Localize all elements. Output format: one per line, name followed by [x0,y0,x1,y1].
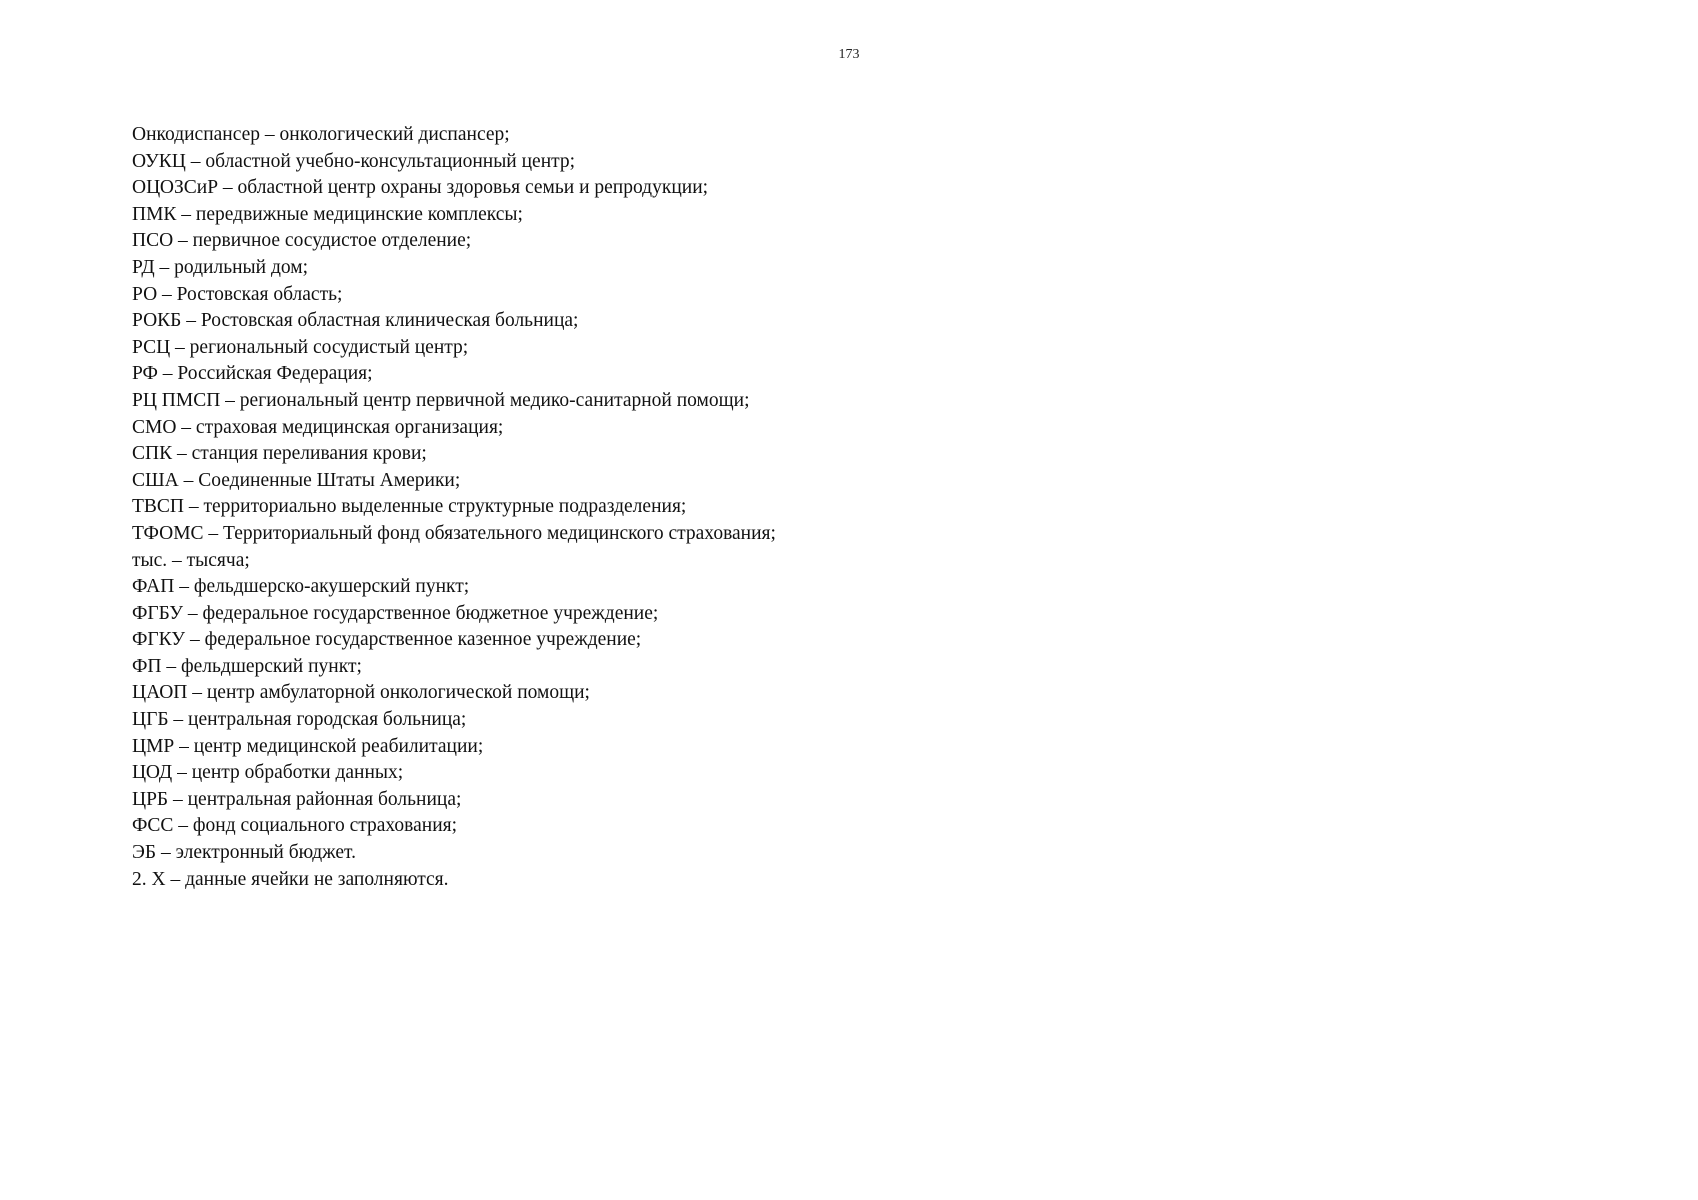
list-item: СПК – станция переливания крови; [132,443,427,465]
list-item: РД – родильный дом; [132,256,309,278]
list-item: ФГКУ – федеральное государственное казенное учреждение; [132,629,642,651]
list-item: США – Соединенные Штаты Америки; [132,469,461,491]
list-item: РОКБ – Ростовская областная клиническая больница; [132,310,579,332]
list-item: ЦРБ – центральная районная больница; [132,788,462,810]
page-number: 173 [838,47,860,62]
list-item: РСЦ – региональный сосудистый центр; [132,336,469,358]
list-item: ЦМР – центр медицинской реабилитации; [132,735,484,757]
list-item: ОУКЦ – областной учебно-консультационный центр; [132,150,576,172]
list-item: СМО – страховая медицинская организация; [132,416,504,438]
list-item: ЦАОП – центр амбулаторной онкологической помощи; [132,682,590,704]
list-item: ОЦОЗСиР – областной центр охраны здоровья семьи и репродукции; [132,177,709,199]
list-item: ЭБ – электронный бюджет. [132,842,356,864]
list-item: ФП – фельдшерский пункт; [132,655,362,677]
list-item: ТФОМС – Территориальный фонд обязательного медицинского страхования; [132,522,776,544]
list-item: 2. Х – данные ячейки не заполняются. [132,868,449,890]
list-item: РЦ ПМСП – региональный центр первичной медико-санитарной помощи; [132,389,750,411]
abbreviation-list [132,122,1432,893]
list-item: Онкодиспансер – онкологический диспансер; [132,124,510,145]
list-item: ФСС – фонд социального страхования; [132,815,458,837]
list-item: тыс. – тысяча; [132,549,250,571]
list-item: РО – Ростовская область; [132,283,343,305]
list-item: ЦОД – центр обработки данных; [132,762,404,784]
list-item: ФАП – фельдшерско-акушерский пункт; [132,576,470,598]
list-item: РФ – Российская Федерация; [132,363,373,385]
list-item: ПСО – первичное сосудистое отделение; [132,230,472,252]
list-item: ТВСП – территориально выделенные структурные подразделения; [132,496,687,518]
list-item: ФГБУ – федеральное государственное бюджетное учреждение; [132,602,659,624]
list-item: ПМК – передвижные медицинские комплексы; [132,203,523,225]
list-item: ЦГБ – центральная городская больница; [132,709,467,731]
